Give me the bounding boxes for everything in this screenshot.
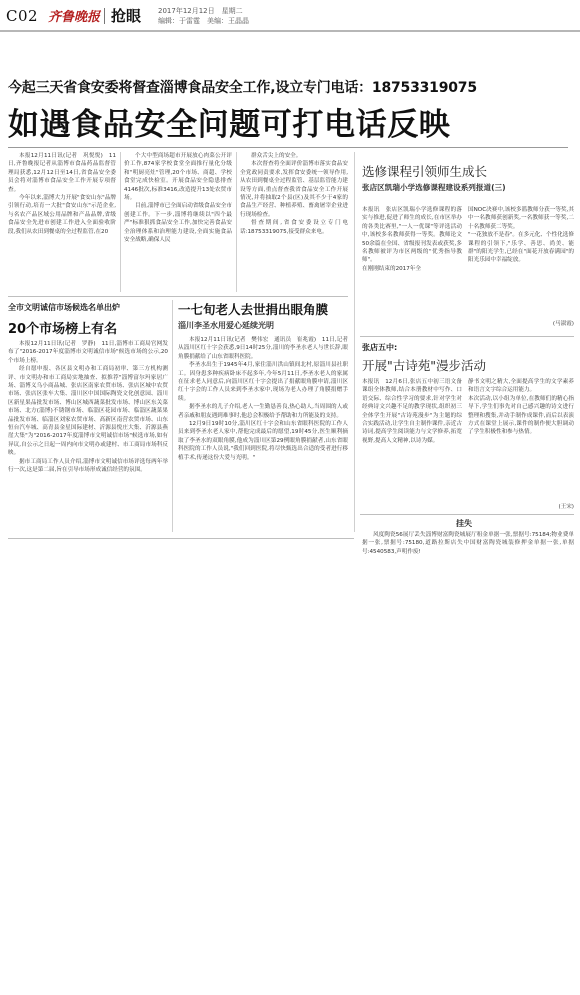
newspaper-logo: 齐鲁晚报 [48, 10, 101, 25]
story5-credit: (王宋) [558, 504, 574, 510]
masthead-separator [104, 8, 105, 24]
section-divider [8, 538, 354, 539]
lead-paragraph: 群众舌尖上的安全。 [251, 153, 302, 159]
story4-column-2: 国NOC决赛中,该校多篮教师分获一等奖,其中一名教师获创新奖,一名教师获一等奖,二十名教师获二等奖。 "一花独放不是春"。在多元化、个性化选修课程的引领下,"乐学、善思、尚美、能群"的阳光学生,已经在"面花开放春满园"的阳光乐园中幸福绽放。 [468, 207, 574, 264]
lost-notice-title: 挂失 [456, 519, 472, 528]
lead-column-1 [8, 152, 116, 292]
lead-paragraph: 今年以来,淄博大力开展"食安山东"品牌引领行动,培育一大批"食安山东"示范企业,与名农产品区域公用品牌和产品品牌,省级食品安全先进市创建工作进入全面验收阶段,我们从农田到餐桌的全过程监管,在20 [8, 195, 116, 235]
lead-kicker: 今起三天省食安委将督查淄博食品安全工作,设立专门电话：18753319075 [8, 80, 477, 96]
column-divider [172, 300, 173, 532]
story3-headline: 一七旬老人去世捐出眼角膜 [178, 302, 329, 317]
story3-deck: 淄川李圣水用爱心延续光明 [178, 321, 274, 330]
issue-date: 2017年12月12日 星期二 [158, 7, 243, 15]
story5-column-2: 静书文明之精大,全面提高学生的文学素养和语言文字综合运用能力。 本次活动,以小组为单位,在教师们的精心指导下,学生们事先对自己感兴趣的诗文进行整理和搜集,并动手制作成课件,而后以表演方式在课堂上展示,课件的制作便大胆调动了学生积极性和参与热情。 [468, 379, 574, 436]
story2-paragraph: 据市工商局工作人员介绍,淄博市文明诚信市场评选每两年举行一次,这是第二届,旨在引导市场形成诚信经营的氛围。 [8, 458, 168, 474]
story5-kicker: 张店五中: [362, 343, 398, 352]
column-divider [354, 152, 355, 532]
story5-headline: 开展"古诗苑"漫步活动 [362, 358, 486, 373]
story4-headline: 选修课程引领师生成长 [362, 164, 488, 179]
lead-paragraph: 个大中型商场超市开展放心肉菜公开评价工作,874家学校食堂全面推行量化分级和"明厨亮灶"管理,20个市场、商超、学校食堂完成快检室。开展食品安全隐患排查4146批次,标准3416,改造提升13处农贸市场。 [124, 153, 232, 202]
lead-column-3 [240, 152, 348, 292]
story2-headline: 20个市场榜上有名 [8, 322, 118, 337]
lead-paragraph: 目前,淄博市已全面启动省级食品安全市创建工作。下一步,淄博将继续以"四个最严"标准狠抓食品安全工作,加快完善食品安全治理体系和治理能力建设,全面实施食品安全战略,确保人民 [124, 203, 232, 244]
story3-paragraph: 本报12月11日讯(记者 樊伟宏 通讯员 崔兆霞) 11日,记者从淄川区红十字会获悉,9日14时25分,淄川的李圣水老人与世长辞,眼角膜捐献给了山东省眼科医院。 [178, 337, 348, 360]
story3-paragraph: 12月9日19时10分,淄川区红十字会和山东省眼科医院的工作人员来到李圣水老人家中,帮他完成最后的愿望,19时45分,医生顺利摘取了李圣水的双眼角膜,他成为淄川区第29例眼角膜捐献者,山东省眼科医院的工作人员说,"我们回到医院,将尽快甄选出合适的受者进行移植手术,传递这份大爱与光明。" [178, 421, 348, 461]
lead-paragraph: 督查期间,省食安委设立专门电话:18753319075,接受群众来电。 [240, 220, 348, 235]
masthead [0, 0, 580, 30]
section-divider [8, 296, 348, 297]
story3-paragraph: 李圣水出生于1945年4月,家住淄川洪山镇间北村,原淄川县社职工。因身患多种疾病卧床不起多年,今年5月11日,李圣水老人的家属在征求老人同意后,向淄川区红十字会提出了捐献眼角膜申请,淄川区红十字会的工作人员来到李圣水家中,现场为老人办理了角膜捐赠手续。 [178, 362, 348, 402]
lead-column-2 [124, 152, 232, 292]
page-number: C02 [6, 7, 39, 25]
story4-deck: 张店区凯瑞小学选修课程建设系列报道(三) [362, 183, 506, 192]
section-divider [360, 514, 574, 515]
story4-column-1: 本报讯 张店区凯瑞小学选修课程的落实与推进,促进了师生的成长,在市区举办的各类比赛里,"一人一优课"等评选活动中,该校多名教师获得一等奖。教师论文50余篇在全国、省级报刊发表或获奖,多名教师被评为市区两级的"优秀指导教师"。 在刚刚结束的2017年全 [362, 207, 462, 272]
story4-credit: (马淑霞) [552, 321, 574, 327]
story3-paragraph: 据李圣水的儿子介绍,老人一生勤恳善良,热心助人,当周围的人或者亲戚和朋友遇到难事时,他总会积极给予帮助和力所能及的支持。 [178, 404, 348, 419]
story2-kicker: 全市文明诚信市场候选名单出炉 [8, 303, 120, 312]
story2-paragraph: 本报12月11日讯(记者 罗静) 11日,淄博市工商局官网发布了"2016-2017年度淄博市文明诚信市场"候选市场的公示,20个市场上榜。 [8, 341, 168, 364]
masthead-divider [0, 30, 580, 32]
headline-divider [8, 147, 568, 148]
story2-body [8, 340, 168, 530]
story3-body [178, 336, 348, 532]
editor-credit: 编辑：于雷霆 美编：王晶晶 [158, 17, 249, 25]
story5-column-1: 本报讯 12月6日,张店五中初三语文备课组全体教师,结合本册教材中写作、口语交际、综合性学习的要求,针对学生对经典诗文兴趣不足的教学现状,组织初三全体学生开展"古诗苑漫步"为主题的综合实践活动,让学生自主制作课件,亲近古诗词,提高学生阅读能力与文学修养,拓宽视野,提高人文精神,以诗为媒。 [362, 379, 462, 444]
lead-headline: 如遇食品安全问题可打电话反映 [8, 107, 451, 143]
story2-paragraph: 经自愿申报、各区县文明办和工商局初审、第三方机构测评、市文明办和市工商局实地抽查、拟推荐"淄博富尔玛家居广场、淄博义乌小商品城、张店区南家农贸市场、张店区城中农贸市场、张店区张车大集、淄川区中国国际陶瓷文化创意园、淄川区新星果品批发市场、博山区城西蔬菜批发市场、博山区东关菜市场、北方(淄博)不锈钢市场、临淄区花园市场、临淄区蔬菜果品批发市场、临淄区刘家农贸市场、高新区南营农贸市场、山东恒台汽车城、高青县金星国际建材、沂源县悦庄大集、沂源县燕崖大集"为"2016-2017年度淄博市文明诚信市场"候选市场,如有异议,自公示之日起一周内向市文明办或建村、市工商局市场科反映。 [8, 366, 168, 457]
section-divider [360, 336, 574, 337]
lead-paragraph: 本报12月11日讯(记者 巩悦悦) 11日,齐鲁晚报记者从淄博市食品药品监督管理局获悉,12月12日至14日,省食品安全委员会将对淄博市食品安全工作开展专项督查。 [8, 153, 116, 193]
column-divider [120, 152, 121, 292]
column-divider [236, 152, 237, 292]
section-title: 抢眼 [111, 7, 142, 25]
lead-paragraph: 本次督查将全面评价淄博市落实食品安全党政同责要求,发挥食安委统一领导作用,从农田到餐桌全过程监管、基层监管能力建设等方面,重点督查我省食品安全工作开展情况,并将抽取2个县(区)及其不少于4家的食品生产经营、种植养殖、畜禽屠宰企业进行现场检查。 [240, 161, 348, 218]
lost-notice-body [362, 531, 574, 567]
lost-notice-text: 风度陶瓷56展厅丢失淄博财富陶瓷城展厅租金单据一张,票据号:75184;物业费单据一张,票据号:75180,道路拉斯店失中国财富陶瓷城装修押金单据一张,单据号:4540583,声明作废! [362, 532, 574, 555]
